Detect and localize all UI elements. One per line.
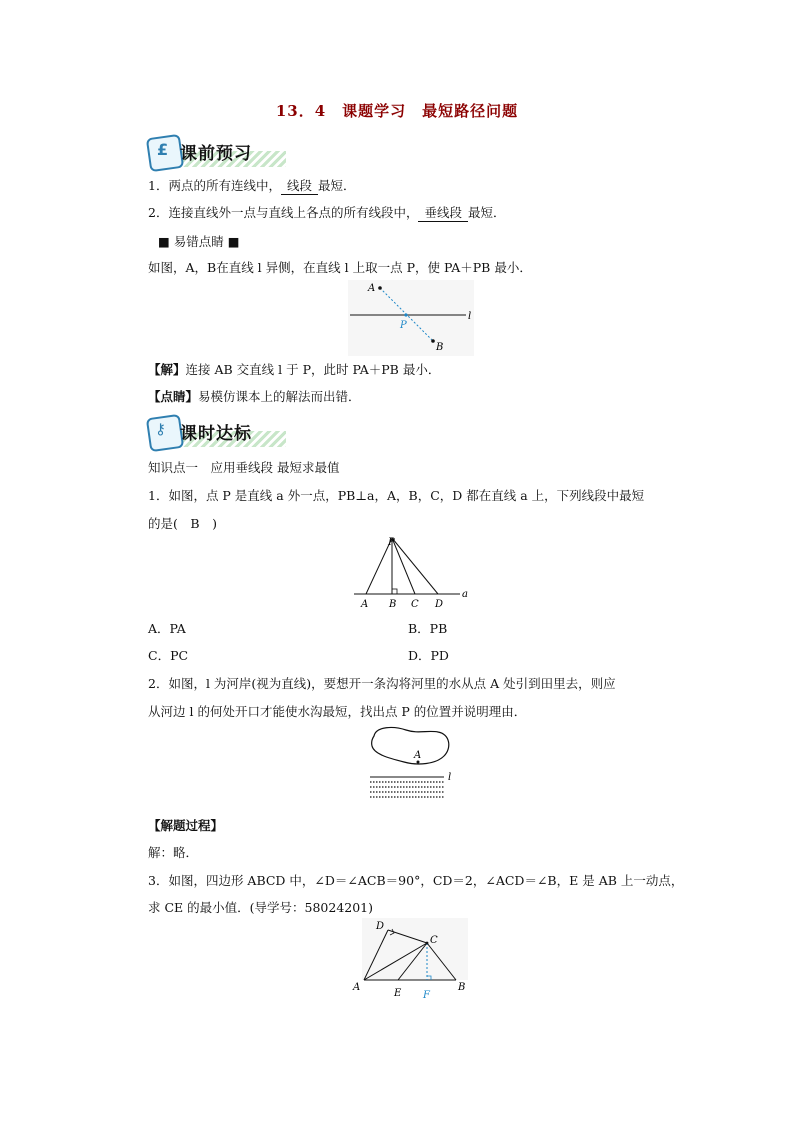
practice-q3-line1: 3．如图，四边形 ABCD 中，∠D＝∠ACB＝90°，CD＝2，∠ACD＝∠B，E 是 AB 上一动点， [148,873,684,888]
figure-river [366,724,466,806]
right-angle-mark [392,589,397,594]
label-d: D [435,599,444,610]
option-a: A．PA [148,621,186,636]
page-title: 13．4 课题学习 最短路径问题 [275,102,519,120]
label-e: E [394,988,402,999]
option-c: C．PC [148,648,189,663]
river-water [370,782,444,797]
label-b: B [436,342,444,353]
section-title-preview: 课前预习 [180,144,252,164]
label-a: A [368,283,376,294]
solution-tag: 【解】 [148,362,186,377]
point-b [431,339,435,343]
practice-q1-line1: 1．如图，点 P 是直线 a 外一点，PB⊥a，A，B，C，D 都在直线 a 上，下列线段中最短 [148,488,645,503]
tip-text: 易模仿课本上的解法而出错． [198,389,361,404]
label-l: l [448,772,452,783]
figure-quadrilateral [350,918,468,1004]
preview-q2 [148,203,506,222]
solution-text: 连接 AB 交直线 l 于 P，此时 PA＋PB 最小． [185,362,441,377]
practice-q2-line1: 2．如图，l 为河岸(视为直线)，要想开一条沟将河里的水从点 A 处引到田里去，则应 [148,676,616,691]
q1-answer: 线段 [281,176,318,195]
pound-glyph-icon: £ [157,140,169,159]
pitfall-heading: ■ 易错点睛 ■ [158,234,240,249]
practice-q3-line2: 求 CE 的最小值．(导学号：58024201) [148,900,374,915]
pitfall-tip [148,387,361,405]
label-a: A [361,599,369,610]
q1-tail: 最短． [317,178,356,193]
label-b: B [458,982,466,993]
label-c: C [411,599,419,610]
figure-perpendicular [350,534,474,614]
practice-q1-line2: 的是( B ) [148,516,217,531]
label-a: A [414,750,422,761]
label-p: P [400,320,407,331]
point-a [378,286,382,290]
label-l: l [468,311,472,322]
q1-text: 1．两点的所有连线中， [148,178,281,193]
figure-line-ab [348,280,474,356]
process-tag: 【解题过程】 [148,818,224,833]
field-boundary [372,728,449,764]
key-glyph-icon: ⚷ [155,420,166,438]
q2-answer: 垂线段 [418,203,468,222]
point-p [404,313,407,316]
pitfall-example: 如图，A，B在直线 l 异侧，在直线 l 上取一点 P，使 PA＋PB 最小． [148,260,532,275]
segment-pc [392,538,415,594]
label-b: B [389,599,397,610]
segment-pd [392,538,438,594]
pitfall-solution [148,360,440,378]
section-title-practice: 课时达标 [180,424,252,444]
q2-text: 2．连接直线外一点与直线上各点的所有线段中， [148,205,419,220]
knowledge-point: 知识点一 应用垂线段 最短求最值 [148,460,340,475]
preview-q1 [148,176,356,195]
label-p: P [388,537,395,548]
label-d: D [376,921,385,932]
option-d: D．PD [408,648,449,663]
label-line-a: a [462,589,468,600]
q2-answer: 解：略． [148,845,199,860]
q2-tail: 最短． [467,205,506,220]
point-c [426,942,429,945]
figure-bg [348,280,474,356]
label-a: A [353,982,361,993]
option-b: B．PB [408,621,448,636]
practice-q2-line2: 从河边 l 的何处开口才能使水沟最短，找出点 P 的位置并说明理由． [148,704,527,719]
tip-tag: 【点睛】 [148,389,199,404]
label-c: C [430,935,438,946]
label-f: F [423,990,430,1001]
